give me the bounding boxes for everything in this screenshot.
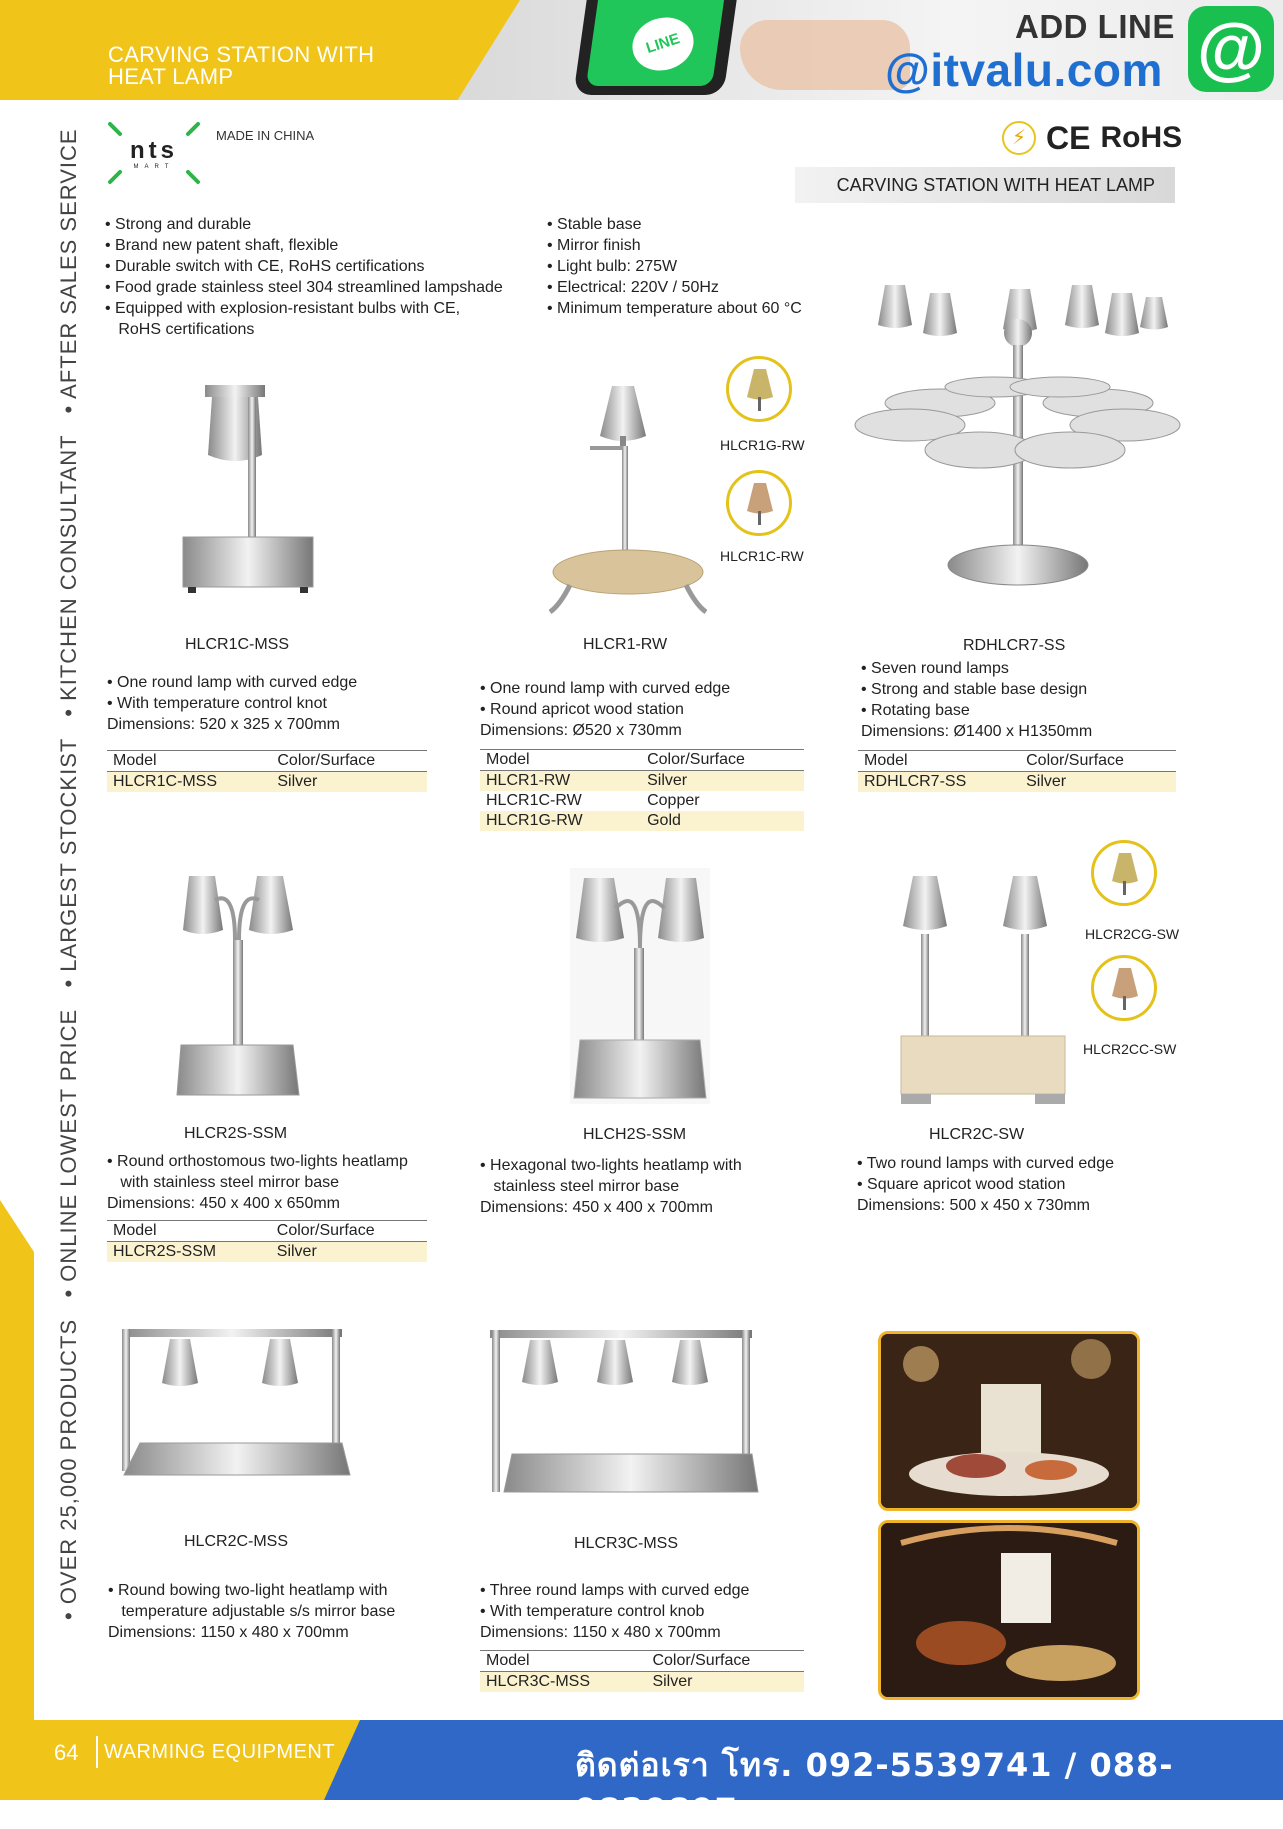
desc-line: • Two round lamps with curved edge — [857, 1155, 1114, 1172]
nts-logo — [108, 122, 200, 184]
desc-line: • One round lamp with curved edge — [480, 680, 731, 697]
lightning-icon: ⚡ — [1002, 121, 1036, 155]
desc-line: • Square apricot wood station — [857, 1176, 1066, 1193]
cell-color: Gold — [641, 811, 804, 831]
page-title-line1: CARVING STATION WITH — [108, 42, 375, 67]
cell-model: HLCR1C-RW — [486, 792, 582, 809]
certifications — [1002, 118, 1182, 158]
gold-swatch — [726, 356, 792, 422]
dimensions: Dimensions: Ø520 x 730mm — [480, 722, 682, 739]
col-model: Model — [107, 1221, 271, 1242]
nts-logo-sub: MART — [133, 164, 175, 170]
hlcr2c-mss-name: HLCR2C-MSS — [184, 1533, 289, 1550]
desc-line: • Round apricot wood station — [480, 701, 684, 718]
hlch2s-ssm-image — [570, 868, 710, 1108]
made-in-label: MADE IN CHINA — [216, 128, 315, 143]
hlcr1-rw-image — [550, 380, 710, 620]
copper-lamp-icon — [1111, 966, 1139, 1012]
desc-line: • Seven round lamps — [861, 660, 1009, 677]
desc-line: • One round lamp with curved edge — [107, 674, 358, 691]
cell-model: HLCR3C-MSS — [480, 1672, 646, 1693]
features-left — [105, 214, 503, 340]
desc-line: • With temperature control knot — [107, 695, 327, 712]
hlch2s-ssm-desc — [480, 1155, 742, 1218]
cell-model: HLCR2S-SSM — [107, 1242, 271, 1263]
cell-model: HLCR1G-RW — [480, 811, 641, 831]
line-app-icon: LINE — [625, 10, 700, 79]
feature-item: • Stable base — [547, 216, 642, 233]
col-model: Model — [480, 1651, 646, 1672]
rdhlcr7-ss-name: RDHLCR7-SS — [963, 637, 1066, 654]
hlcr2s-ssm-desc — [107, 1151, 408, 1214]
hlcr2c-mss-desc — [108, 1580, 395, 1643]
at-icon[interactable]: @ — [1188, 6, 1274, 92]
desc-line: • Round bowing two-light heatlamp with — [108, 1582, 388, 1599]
hlcr3c-mss-name: HLCR3C-MSS — [574, 1535, 679, 1552]
hlcr3c-mss-image — [490, 1330, 760, 1505]
desc-line: • With temperature control knob — [480, 1603, 705, 1620]
gold-swatch-label: HLCR1G-RW — [720, 437, 805, 453]
col-model: Model — [858, 751, 1020, 772]
feature-item: • Equipped with explosion-resistant bulbs with CE, — [105, 300, 461, 317]
hlcr2s-ssm-image — [175, 870, 305, 1105]
feature-item: • Strong and durable — [105, 216, 252, 233]
line-id-link[interactable]: @itvalu.com — [885, 44, 1163, 96]
desc-line: • Rotating base — [861, 702, 970, 719]
ce-mark: CE — [1046, 119, 1091, 156]
feature-item: • Light bulb: 275W — [547, 258, 678, 275]
dimensions: Dimensions: Ø1400 x H1350mm — [861, 723, 1093, 740]
cell-color: Silver — [641, 771, 804, 792]
desc-line: • Strong and stable base design — [861, 681, 1088, 698]
cell-model: HLCR1C-MSS — [107, 772, 271, 793]
feature-item: • Durable switch with CE, RoHS certifications — [105, 258, 425, 275]
col-color: Color/Surface — [646, 1651, 804, 1672]
cell-color: Silver — [646, 1672, 804, 1693]
hlcr1-rw-name: HLCR1-RW — [583, 636, 668, 653]
page-title — [108, 44, 428, 88]
copper-swatch-label: HLCR2CC-SW — [1083, 1041, 1177, 1057]
table-row — [480, 811, 804, 831]
desc-line: temperature adjustable s/s mirror base — [108, 1603, 396, 1620]
col-model: Model — [107, 751, 271, 772]
hlcr2s-ssm-table — [107, 1220, 427, 1262]
hlcr1c-mss-desc — [107, 672, 357, 735]
table-row — [107, 772, 427, 793]
dimensions: Dimensions: 450 x 400 x 650mm — [107, 1195, 340, 1212]
features-right — [547, 214, 802, 319]
copper-lamp-icon — [746, 481, 774, 527]
footer-section: WARMING EQUIPMENT — [104, 1741, 336, 1763]
hlcr3c-mss-table — [480, 1650, 804, 1692]
dimensions: Dimensions: 520 x 325 x 700mm — [107, 716, 340, 733]
hlcr1c-mss-table — [107, 750, 427, 792]
desc-line: with stainless steel mirror base — [107, 1174, 340, 1191]
rdhlcr7-ss-desc — [861, 658, 1092, 742]
col-color: Color/Surface — [271, 751, 427, 772]
page-number: 64 — [54, 1740, 79, 1765]
gold-swatch — [1091, 840, 1157, 906]
section-tag: CARVING STATION WITH HEAT LAMP — [795, 167, 1175, 203]
feature-item: • Minimum temperature about 60 °C — [547, 300, 802, 317]
feature-item: • Mirror finish — [547, 237, 641, 254]
gold-lamp-icon — [746, 367, 774, 413]
cell-model: RDHLCR7-SS — [858, 772, 1020, 793]
hlcr2c-sw-desc — [857, 1153, 1114, 1216]
cell-color: Copper — [647, 792, 700, 809]
page-title-line2: HEAT LAMP — [108, 64, 234, 89]
dimensions: Dimensions: 1150 x 480 x 700mm — [108, 1624, 349, 1641]
feature-item: • Food grade stainless steel 304 streamlined lampshade — [105, 279, 503, 296]
table-row — [858, 772, 1176, 793]
copper-swatch — [1091, 955, 1157, 1021]
hlcr2c-sw-image — [895, 872, 1075, 1107]
dimensions: Dimensions: 1150 x 480 x 700mm — [480, 1624, 721, 1641]
rohs-mark: RoHS — [1100, 121, 1183, 154]
rdhlcr7-ss-table — [858, 750, 1176, 792]
cell-model: HLCR1-RW — [480, 771, 641, 792]
hlcr1c-mss-name: HLCR1C-MSS — [185, 636, 290, 653]
desc-line: • Hexagonal two-lights heatlamp with — [480, 1157, 742, 1174]
rdhlcr7-ss-image — [850, 275, 1180, 595]
hlcr2c-mss-image — [120, 1325, 350, 1495]
table-row — [107, 1242, 427, 1263]
copper-swatch — [726, 470, 792, 536]
side-rail-slogans: • OVER 25,000 PRODUCTS • ONLINE LOWEST PRICE • LARGEST STOCKIST • KITCHEN CONSULTANT • AFTER SALES SERVICE — [56, 128, 81, 1620]
footer-divider — [96, 1736, 98, 1768]
side-rail-accent — [0, 1200, 34, 1720]
buffet-photo-2-art — [881, 1523, 1137, 1697]
hlch2s-ssm-name: HLCH2S-SSM — [583, 1126, 687, 1143]
table-row — [480, 771, 804, 792]
table-row — [480, 1672, 804, 1693]
feature-item: RoHS certifications — [105, 321, 255, 338]
buffet-photo-1 — [878, 1331, 1140, 1511]
table-row — [480, 791, 804, 811]
buffet-photo-2 — [878, 1520, 1140, 1700]
gold-lamp-icon — [1111, 851, 1139, 897]
col-color: Color/Surface — [1020, 751, 1176, 772]
cell-color: Silver — [1020, 772, 1176, 793]
contact-phone[interactable]: ติดต่อเรา โทร. 092-5539741 / 088-9829897 — [575, 1746, 1174, 1829]
hlcr2c-sw-name: HLCR2C-SW — [929, 1126, 1025, 1143]
hlcr1c-mss-image — [180, 375, 320, 605]
dimensions: Dimensions: 500 x 450 x 730mm — [857, 1197, 1090, 1214]
col-color: Color/Surface — [641, 750, 804, 771]
feature-item: • Electrical: 220V / 50Hz — [547, 279, 719, 296]
nts-logo-text: nts — [130, 137, 178, 164]
cell-color: Silver — [271, 1242, 427, 1263]
buffet-photo-1-art — [881, 1334, 1137, 1508]
add-line-label: ADD LINE — [1015, 8, 1175, 45]
desc-line: stainless steel mirror base — [480, 1178, 680, 1195]
gold-swatch-label: HLCR2CG-SW — [1085, 926, 1180, 942]
feature-item: • Brand new patent shaft, flexible — [105, 237, 339, 254]
hlcr2s-ssm-name: HLCR2S-SSM — [184, 1125, 288, 1142]
desc-line: • Three round lamps with curved edge — [480, 1582, 750, 1599]
hlcr1-rw-table — [480, 749, 804, 831]
desc-line: • Round orthostomous two-lights heatlamp — [107, 1153, 408, 1170]
hlcr3c-mss-desc — [480, 1580, 749, 1643]
cell-color: Silver — [271, 772, 427, 793]
col-model: Model — [480, 750, 641, 771]
col-color: Color/Surface — [271, 1221, 427, 1242]
dimensions: Dimensions: 450 x 400 x 700mm — [480, 1199, 713, 1216]
copper-swatch-label: HLCR1C-RW — [720, 548, 804, 564]
hlcr1-rw-desc — [480, 678, 730, 741]
